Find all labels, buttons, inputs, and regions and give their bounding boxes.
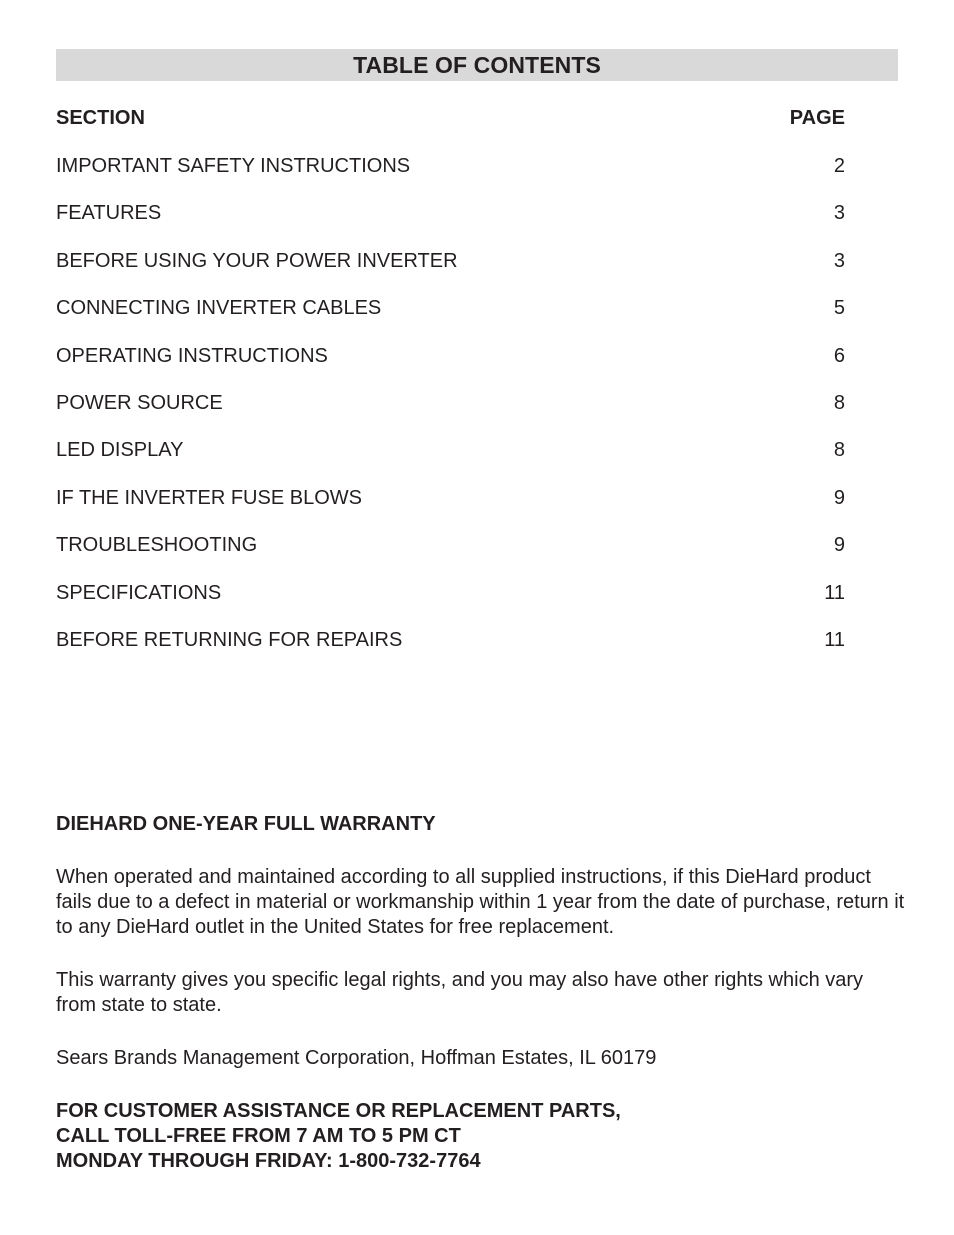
toc-section: LED DISPLAY [56,439,184,462]
toc-page: 3 [833,249,845,272]
toc-page: 8 [833,439,845,462]
page-column-header: PAGE [789,107,845,129]
toc-row [56,249,845,296]
toc-header-band [56,49,898,81]
toc-section: OPERATING INSTRUCTIONS [56,344,328,367]
toc-column-headers [56,107,845,130]
warranty-title: DIEHARD ONE-YEAR FULL WARRANTY [56,813,436,835]
toc-row [56,628,845,675]
toc-page: 9 [833,534,845,557]
toc-row [56,581,845,628]
toc-section: IF THE INVERTER FUSE BLOWS [56,486,362,509]
toc-row [56,344,845,391]
toc-row [56,533,845,580]
toc-page: 11 [824,628,845,651]
warranty-company-address: Sears Brands Management Corporation, Hoffman Estates, IL 60179 [56,1047,657,1069]
warranty-section [56,812,906,1174]
toc-row [56,154,845,201]
toc-section: BEFORE USING YOUR POWER INVERTER [56,249,458,272]
toc-row [56,296,845,343]
warranty-paragraph-coverage: When operated and maintained according to all supplied instructions, if this DieHard product fails due to a defect in material or workmanship within 1 year from the date of purchase, return it to any DieHard outlet in the United States for free replacement. [56,866,905,938]
toc-page: 8 [833,391,845,414]
toc-section: POWER SOURCE [56,391,223,414]
toc-row [56,438,845,485]
toc-page: 5 [833,297,845,320]
toc-section: CONNECTING INVERTER CABLES [56,297,382,320]
contact-phone-line: MONDAY THROUGH FRIDAY: 1-800-732-7764 [56,1150,481,1172]
customer-assistance-block [56,1099,906,1174]
toc-page: 6 [833,344,845,367]
contact-line: CALL TOLL-FREE FROM 7 AM TO 5 PM CT [56,1125,461,1147]
toc-page: 11 [824,581,845,604]
warranty-paragraph-rights: This warranty gives you specific legal rights, and you may also have other rights which vary from state to state. [56,969,864,1016]
toc-page: 9 [833,486,845,509]
toc-page: 2 [833,155,845,177]
toc-section: FEATURES [56,202,162,225]
contact-line: FOR CUSTOMER ASSISTANCE OR REPLACEMENT PARTS, [56,1100,621,1122]
toc-title: TABLE OF CONTENTS [353,51,601,78]
toc-section: BEFORE RETURNING FOR REPAIRS [56,628,403,651]
toc-row [56,486,845,533]
toc-section: TROUBLESHOOTING [56,534,258,557]
toc-section: IMPORTANT SAFETY INSTRUCTIONS [56,155,411,177]
toc-row [56,201,845,248]
toc-section: SPECIFICATIONS [56,581,222,604]
section-column-header: SECTION [56,107,145,129]
toc-list [56,154,845,675]
toc-page: 3 [833,202,845,225]
toc-row [56,391,845,438]
